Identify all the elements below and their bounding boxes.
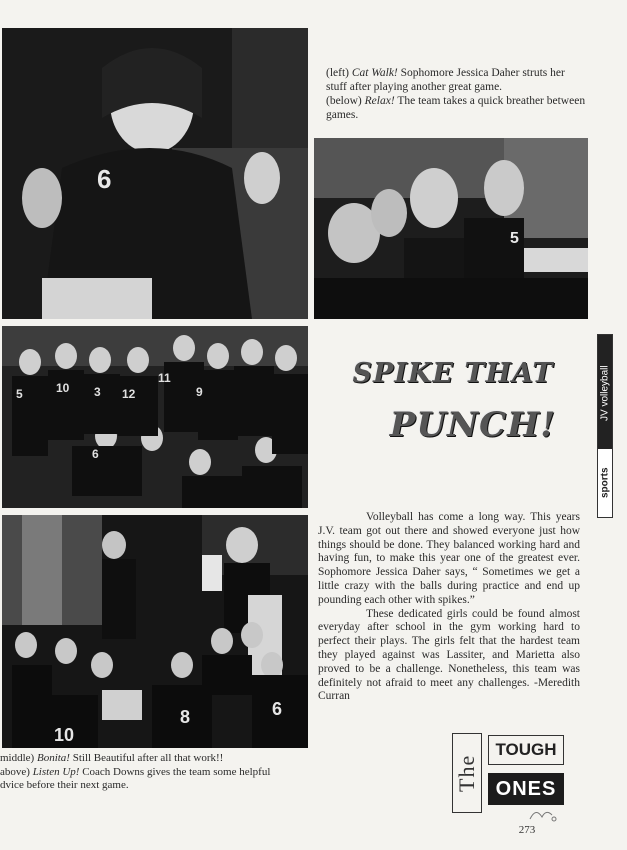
caption-prefix: middle) bbox=[0, 752, 37, 764]
photo-coach-jersey: 8 bbox=[180, 707, 191, 727]
photo-cat-walk-jersey: 6 bbox=[97, 164, 112, 194]
photo-coach bbox=[2, 515, 308, 748]
photo-team-jersey: 10 bbox=[56, 381, 70, 395]
photo-relax bbox=[314, 138, 588, 319]
photo-coach-jersey: 6 bbox=[272, 699, 283, 719]
side-tab-category-label: sports bbox=[599, 467, 611, 499]
doodle-icon bbox=[528, 805, 558, 825]
photo-team-jersey: 11 bbox=[158, 371, 171, 385]
caption-prefix: (left) bbox=[326, 67, 352, 79]
photo-cat-walk bbox=[2, 28, 308, 319]
headline-line1: SPIKE THAT bbox=[352, 358, 554, 389]
photo-team-jersey: 12 bbox=[122, 387, 136, 401]
photo-team bbox=[2, 326, 308, 508]
caption-text: Sophomore Jessica Daher struts her stuff after playing another great game. bbox=[326, 67, 565, 93]
caption-title: Relax! bbox=[364, 95, 395, 107]
story-paragraph-2: These dedicated girls could be found almost everyday after school in the gym working hard to perfect their plays. The girls felt that the hardest team they played against was Lassiter, and Marietta also proved to be a challenge. Nonetheless, this team was definitely not afraid to meet any challenges. -Meredith Curran bbox=[318, 607, 580, 703]
caption-top bbox=[326, 66, 588, 122]
photo-team-image bbox=[2, 326, 308, 508]
photo-coach-image bbox=[2, 515, 308, 748]
story-body bbox=[318, 511, 580, 704]
tough-ones-tough-label: TOUGH bbox=[488, 735, 564, 765]
caption-bottom-line2 bbox=[0, 766, 300, 780]
caption-title: Listen Up! bbox=[32, 765, 80, 778]
caption-bottom-line1 bbox=[0, 752, 300, 766]
photo-cat-walk-image bbox=[2, 28, 308, 319]
story-paragraph-1: Volleyball has come a long way. This years J.V. team got out there and showed everyone just how things should be done. They balanced working hard and having fun, to make this year one of the greatest ever. Sophomore Jessica Daher says, “ Sometimes we get a little crazy with the balls during practice and end up pounding each other with spikes.” bbox=[318, 511, 580, 606]
tough-ones-ones-label: ONES bbox=[488, 773, 564, 805]
headline-line2: PUNCH! bbox=[389, 405, 557, 445]
photo-relax-image bbox=[314, 138, 588, 319]
caption-text: The team takes a quick breather between games. bbox=[326, 95, 586, 121]
caption-top-line1 bbox=[326, 66, 588, 94]
tough-ones-badge bbox=[452, 733, 564, 813]
caption-text: Still Beautiful after all that work!! bbox=[69, 752, 224, 764]
caption-prefix: (below) bbox=[326, 95, 365, 107]
section-side-tab bbox=[597, 334, 613, 518]
caption-prefix: above) bbox=[0, 765, 33, 778]
photo-team-jersey: 9 bbox=[196, 385, 203, 399]
caption-top-line2 bbox=[326, 94, 588, 122]
page-number: 273 bbox=[518, 824, 536, 836]
photo-relax-jersey: 5 bbox=[510, 230, 519, 247]
tough-ones-the-label: The bbox=[454, 754, 479, 792]
headline bbox=[338, 358, 568, 445]
caption-title: Cat Walk! bbox=[351, 67, 398, 79]
photo-team-jersey: 5 bbox=[16, 387, 23, 401]
caption-bottom bbox=[0, 752, 300, 793]
caption-title: Bonita! bbox=[36, 752, 70, 764]
photo-team-jersey: 6 bbox=[92, 447, 99, 461]
photo-coach-jersey: 10 bbox=[54, 725, 75, 745]
caption-bottom-line3: dvice before their next game. bbox=[0, 779, 129, 791]
caption-text: Coach Downs gives the team some helpful bbox=[79, 765, 271, 778]
photo-team-jersey: 3 bbox=[94, 385, 101, 399]
side-tab-section-label: JV volleyball bbox=[599, 365, 611, 421]
